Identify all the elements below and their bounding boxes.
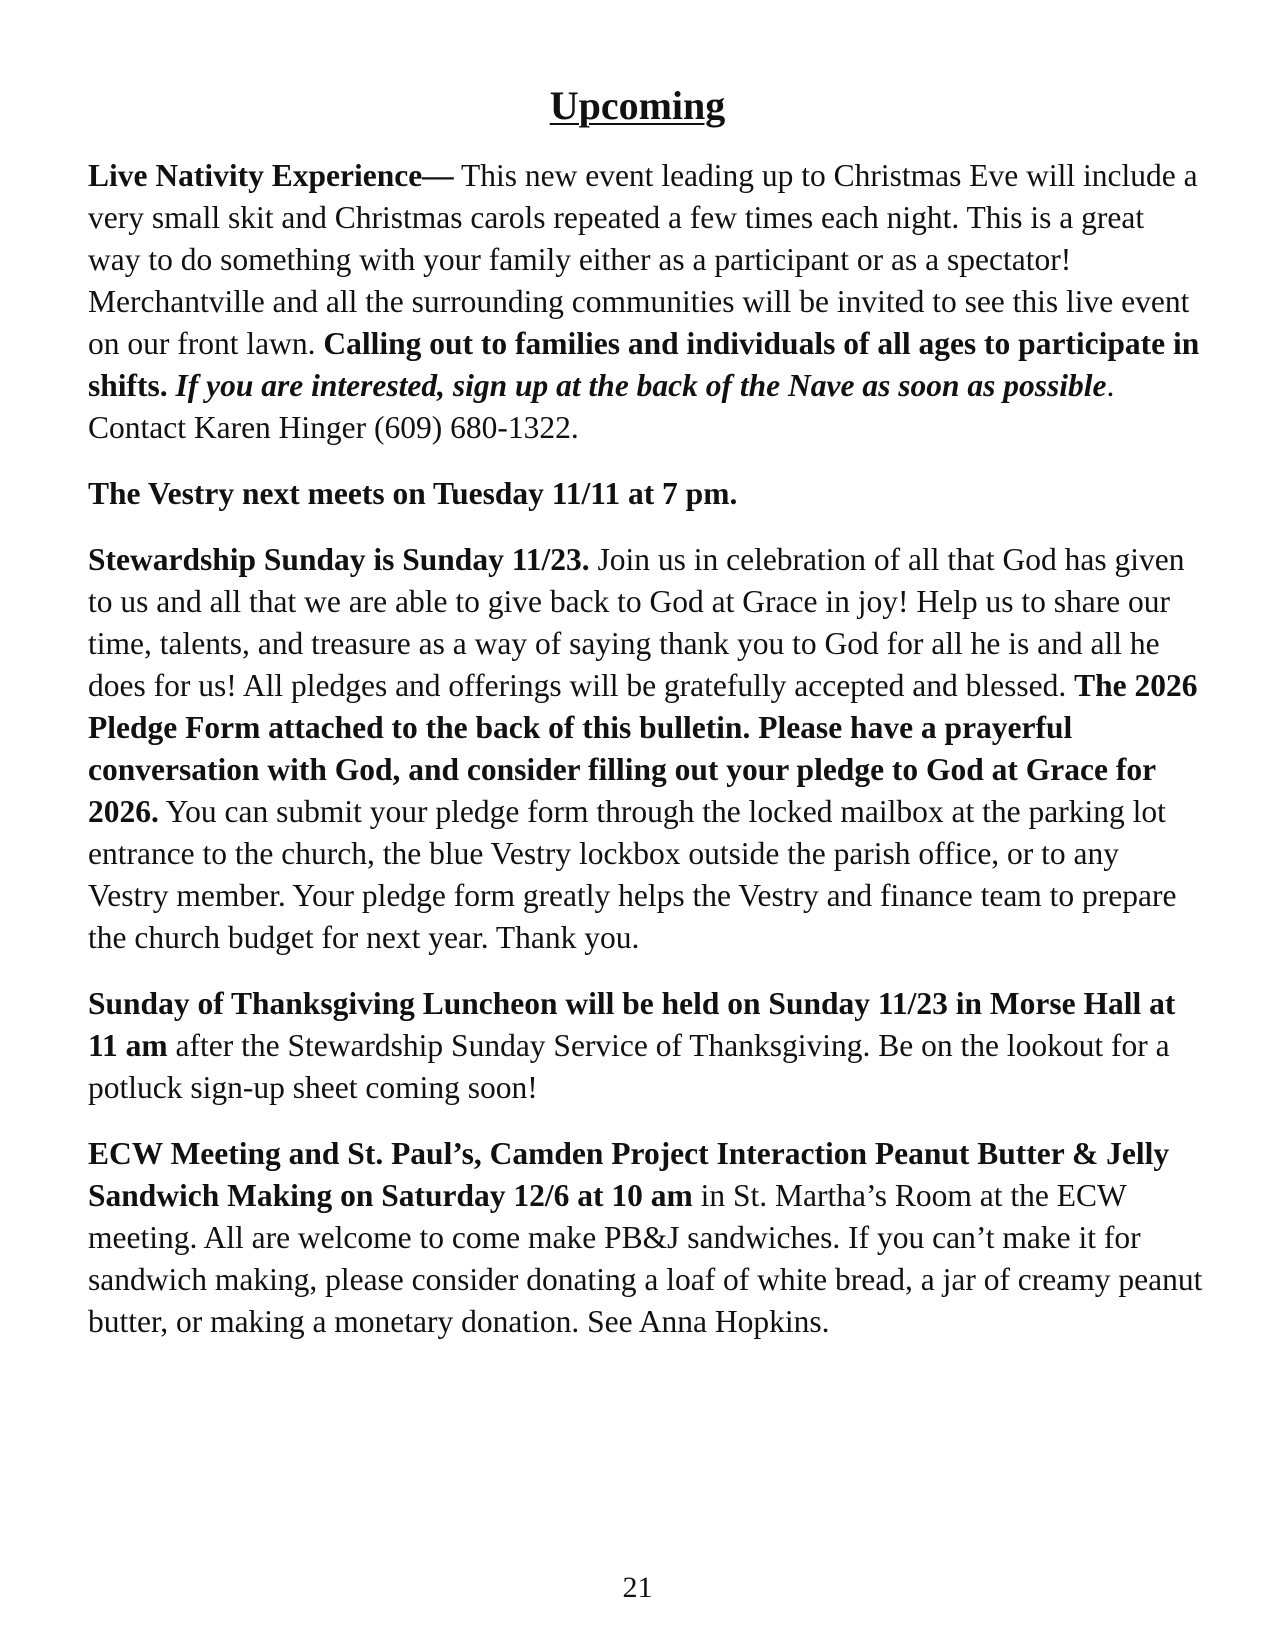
stewardship-heading: Stewardship Sunday is Sunday 11/23. — [88, 542, 590, 577]
nativity-heading: Live Nativity Experience— — [88, 158, 454, 193]
nativity-text: This new event leading up to Christmas Eve will include a very small skit and Christmas carols repeated a few times each night. This is a great way to do something with your family either as a participant or as a spectator! Merchantville and all the surrounding communities will be invited to see this live event on our front lawn. — [88, 158, 1198, 361]
ecw-heading: ECW Meeting and St. Paul’s, Camden Project Interaction Peanut Butter & Jelly Sandwich Making on Saturday 12/6 at 10 am — [88, 1136, 1170, 1213]
luncheon-text: after the Stewardship Sunday Service of Thanksgiving. Be on the lookout for a potluck sign-up sheet coming soon! — [88, 1028, 1170, 1105]
stewardship-pledge-note: The 2026 Pledge Form attached to the back of this bulletin. Please have a prayerful conversation with God, and consider filling out your pledge to God at Grace for 2026. — [88, 668, 1198, 829]
page-title: Upcoming — [549, 83, 726, 128]
nativity-call-out: Calling out to families and individuals of all ages to participate in shifts. — [88, 326, 1200, 403]
luncheon-heading: Sunday of Thanksgiving Luncheon will be held on Sunday 11/23 in Morse Hall at 11 am — [88, 986, 1176, 1063]
nativity-signup-note: If you are interested, sign up at the back of the Nave as soon as possible — [175, 368, 1107, 403]
nativity-contact: . Contact Karen Hinger (609) 680-1322. — [88, 368, 1115, 445]
stewardship-text: Join us in celebration of all that God has given to us and all that we are able to give back to God at Grace in joy! Help us to share our time, talents, and treasure as a way of saying thank you to God for all he is and all he does for us! All pledges and offerings will be gratefully accepted and blessed. — [88, 542, 1185, 703]
luncheon-announcement — [88, 983, 1203, 1109]
vestry-text: The Vestry next meets on Tuesday 11/11 at 7 pm. — [88, 476, 738, 511]
ecw-text: in St. Martha’s Room at the ECW meeting. All are welcome to come make PB&J sandwiches. If you can’t make it for sandwich making, please consider donating a loaf of white bread, a jar of creamy peanut butter, or making a monetary donation. See Anna Hopkins. — [88, 1178, 1203, 1339]
stewardship-submit-text: You can submit your pledge form through the locked mailbox at the parking lot entrance to the church, the blue Vestry lockbox outside the parish office, or to any Vestry member. Your pledge form greatly helps the Vestry and finance team to prepare the church budget for next year. Thank you. — [88, 794, 1177, 955]
page-number: 21 — [622, 1571, 653, 1604]
vestry-announcement — [88, 473, 1203, 515]
nativity-announcement — [88, 155, 1203, 449]
ecw-announcement — [88, 1133, 1203, 1343]
announcements — [88, 155, 1203, 1367]
stewardship-announcement — [88, 539, 1203, 959]
